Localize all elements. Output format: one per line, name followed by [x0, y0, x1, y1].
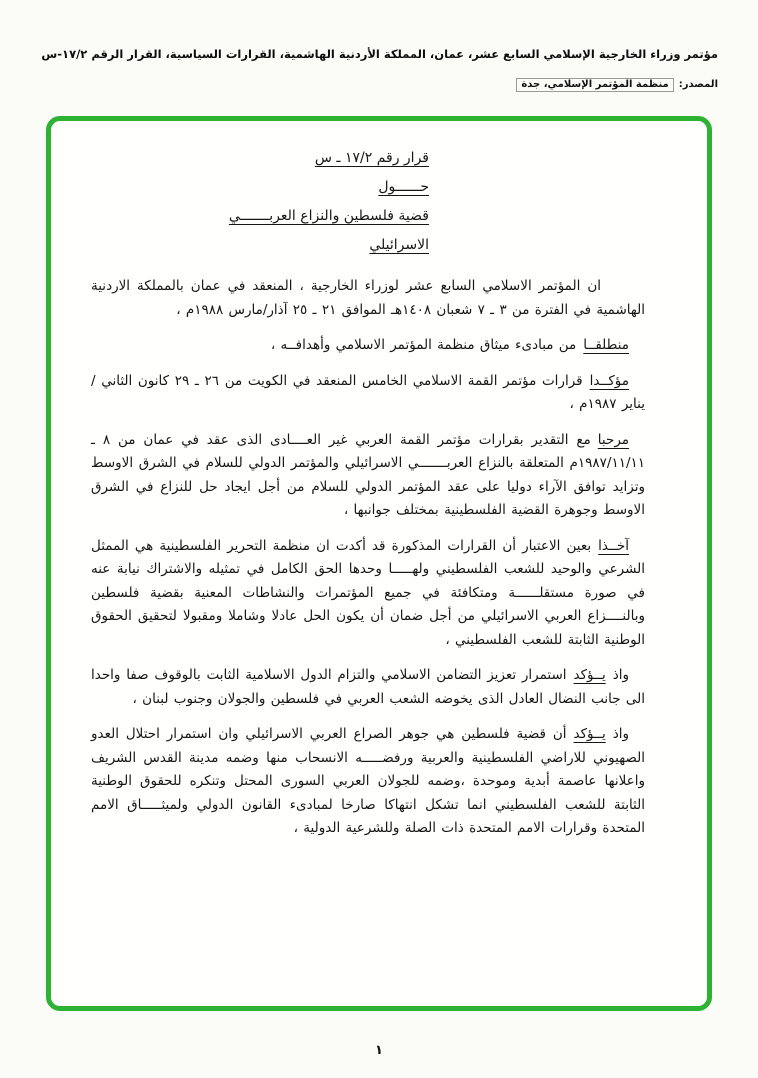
paragraph-text: ان المؤتمر الاسلامي السابع عشر لوزراء الخارجية ، المنعقد في عمان بالمملكة الاردنية الهاشمية في الفترة من ٣ ـ ٧ شعبان ١٤٠٨هـ الموافق ٢١ ـ ٢٥ آذار/مارس ١٩٨٨م ، — [91, 278, 645, 318]
paragraph-text: من مبادىء ميثاق منظمة المؤتمر الاسلامي وأهدافــه ، — [270, 337, 577, 353]
lead-word: مؤكــدا — [589, 372, 629, 389]
paragraph-text: استمرار تعزيز التضامن الاسلامي والتزام الدول الاسلامية الثابت بالوقوف صفا واحدا الى جانب النضال العادل الذى يخوضه الشعب العربي في فلسطين والجولان وجنوب لبنان ، — [91, 667, 645, 707]
paragraph-murahiban — [91, 429, 645, 523]
source-value: منظمة المؤتمر الإسلامي، جدة — [516, 78, 673, 92]
title-word-about: حــــــول — [378, 179, 429, 195]
resolution-title-block — [91, 147, 429, 255]
header-citation: مؤتمر وزراء الخارجية الإسلامي السابع عشر، عمان، المملكة الأردنية الهاشمية، القرارات السياسية، القرار الرقم ١٧/٢-س — [41, 47, 718, 61]
paragraph-text: أن قضية فلسطين هي جوهر الصراع العربي الاسرائيلي وان استمرار احتلال العدو الصهيوني للاراضي الفلسطينية والعربية ورفضـــــه الانسحاب منها وضمه مدينة القدس الشريف واعلانها عاصمة أبدية وموحدة ،وضمه للجولان العربي السورى المحتل وتنكره للحقوق الوطنية الثابتة للشعب الفلسطيني انما تشكل انتهاكا صارخا لمبادىء القانون الدولي ولميثـــــاق الامم المتحدة وقرارات الامم المتحدة ذات الصلة وللشرعية الدولية ، — [91, 726, 645, 836]
source-line — [516, 79, 718, 90]
lead-word: يــؤكد — [573, 726, 606, 742]
source-label: المصدر: — [678, 79, 718, 90]
paragraph-waidh-yuakkid-1 — [91, 664, 645, 711]
lead-word: يــؤكد — [573, 667, 606, 683]
title-line — [91, 147, 429, 168]
document-frame — [46, 116, 712, 1011]
title-line — [91, 205, 429, 226]
paragraph-preamble — [91, 275, 645, 322]
lead-prefix: واذ — [612, 667, 629, 683]
paragraph-montaliqan — [91, 334, 645, 358]
resolution-number: قرار رقم ١٧/٢ ـ س — [314, 150, 429, 166]
title-subject-line-1: قضية فلسطين والنزاع العربـــــــي — [228, 208, 429, 224]
title-line — [91, 176, 429, 197]
paragraph-akhidhan — [91, 535, 645, 653]
lead-word: منطلقــا — [583, 337, 629, 353]
lead-word: مرحبا — [597, 431, 630, 448]
paragraph-waidh-yuakkid-2 — [91, 723, 645, 841]
paragraph-moakkidan — [91, 370, 645, 417]
paragraph-text: بعين الاعتبار أن القرارات المذكورة قد أكدت ان منظمة التحرير الفلسطينية هي الممثل الشرعي والوحيد للشعب الفلسطيني ولهـــــا وحدها الحق الكامل في تمثيله والاشتراك نيابة عنه في صورة مستقلــــــة ومتكافئة في جميع المؤتمرات والنشاطات المعنية بقضية فلسطين وبالنــــزاع العربي الاسرائيلي من أجل ضمان أن يكون الحل عادلا وشاملا ومقبولا لتحقيق الحقوق الوطنية الثابتة للشعب الفلسطيني ، — [91, 537, 645, 648]
title-line — [91, 234, 429, 255]
lead-prefix: واذ — [612, 726, 629, 742]
title-subject-line-2: الاسرائيلي — [369, 237, 429, 253]
page-number: ١ — [375, 1043, 383, 1058]
lead-word: آخــذا — [598, 537, 629, 554]
paragraph-text: قرارات مؤتمر القمة الاسلامي الخامس المنعقد في الكويت من ٢٦ ـ ٢٩ كانون الثاني /يناير ١٩٨٧م ، — [91, 372, 645, 412]
paragraph-text: مع التقدير بقرارات مؤتمر القمة العربي غير العــــادى الذى عقد في عمان من ٨ ـ ١٩٨٧/١١/١١م المتعلقة بالنزاع العربـــــــي الاسرائيلي والمؤتمر الدولي للسلام في الشرق الاوسط وتزايد توافق الآراء دوليا على عقد المؤتمر الدولي للسلام من أجل ايجاد حل للنزاع في الشرق الاوسط وجوهرة القضية الفلسطينية بمختلف جوانبها ، — [91, 431, 645, 518]
